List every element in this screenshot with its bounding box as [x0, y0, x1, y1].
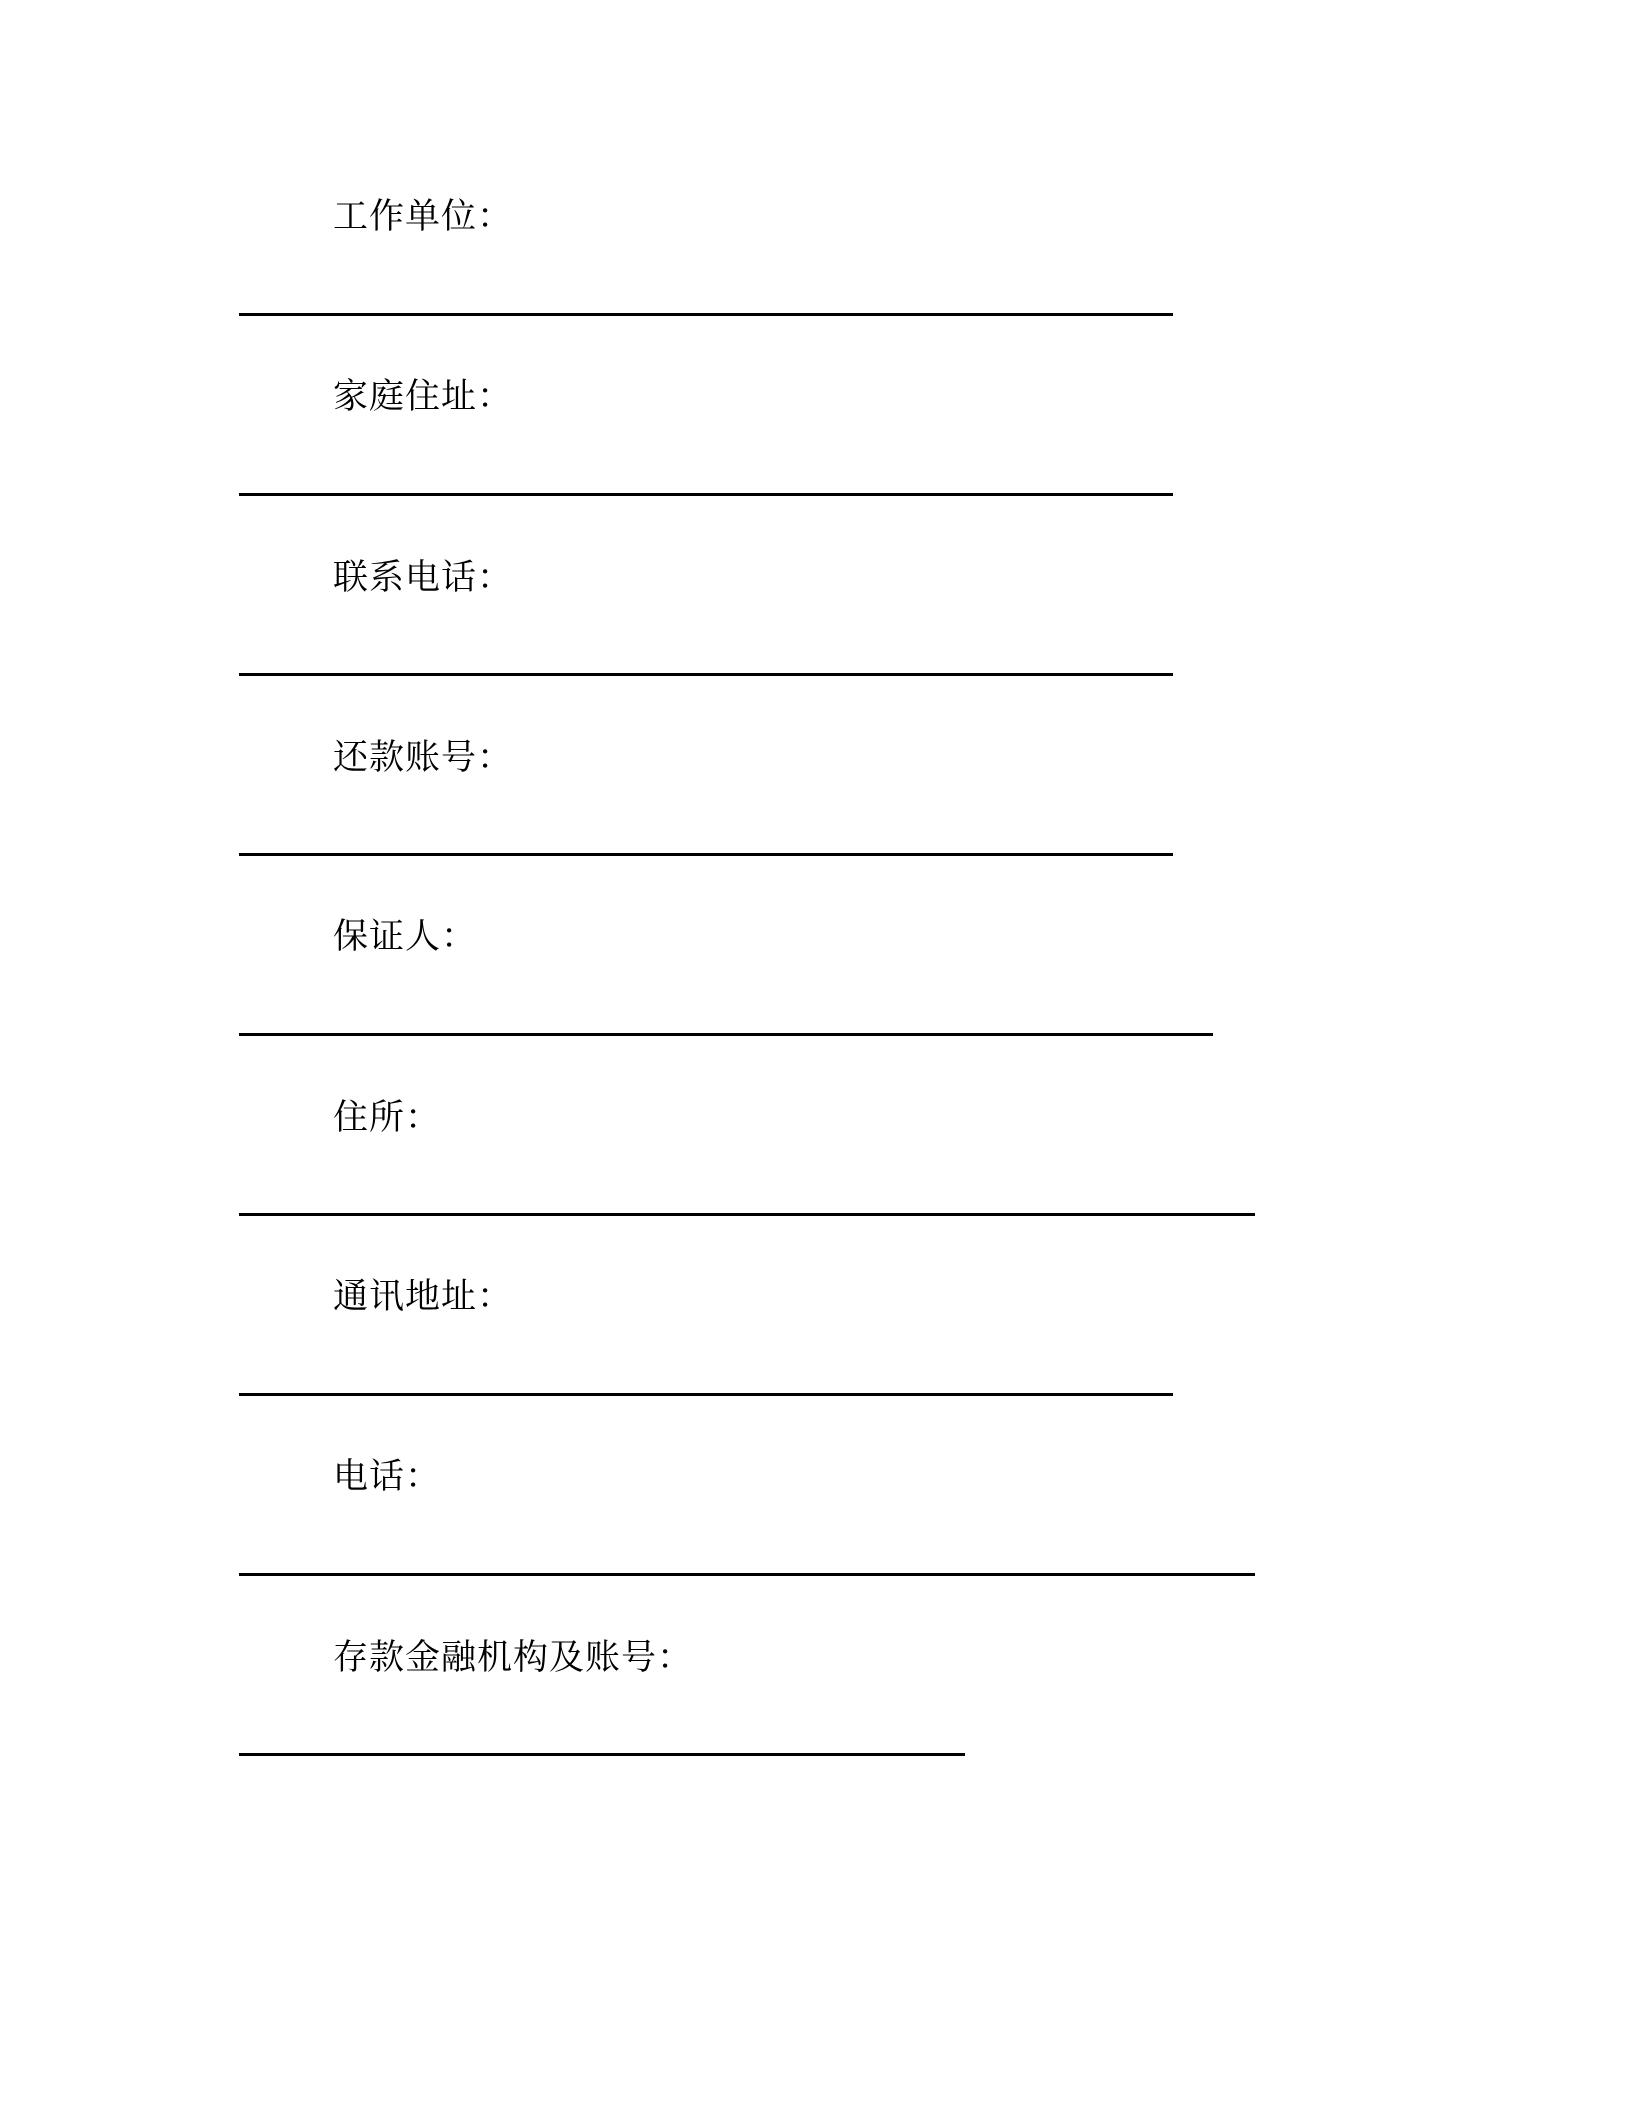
fill-in-line[interactable]	[239, 1213, 1255, 1216]
field-label: 存款金融机构及账号：	[333, 1638, 694, 1678]
fill-in-line[interactable]	[239, 1393, 1173, 1396]
fill-in-line[interactable]	[239, 1753, 965, 1756]
field-label: 家庭住址：	[333, 377, 514, 417]
field-label: 电话：	[333, 1457, 442, 1497]
field-label: 联系电话：	[333, 558, 514, 598]
fill-in-line[interactable]	[239, 1033, 1213, 1036]
fill-in-line[interactable]	[239, 493, 1173, 496]
field-label: 保证人：	[333, 917, 478, 957]
field-label: 住所：	[333, 1098, 442, 1138]
fill-in-line[interactable]	[239, 853, 1173, 856]
fill-in-line[interactable]	[239, 673, 1173, 676]
fill-in-line[interactable]	[239, 1573, 1255, 1576]
field-label: 通讯地址：	[333, 1277, 514, 1317]
fill-in-line[interactable]	[239, 313, 1173, 316]
field-label: 工作单位：	[333, 197, 514, 237]
field-label: 还款账号：	[333, 738, 514, 778]
